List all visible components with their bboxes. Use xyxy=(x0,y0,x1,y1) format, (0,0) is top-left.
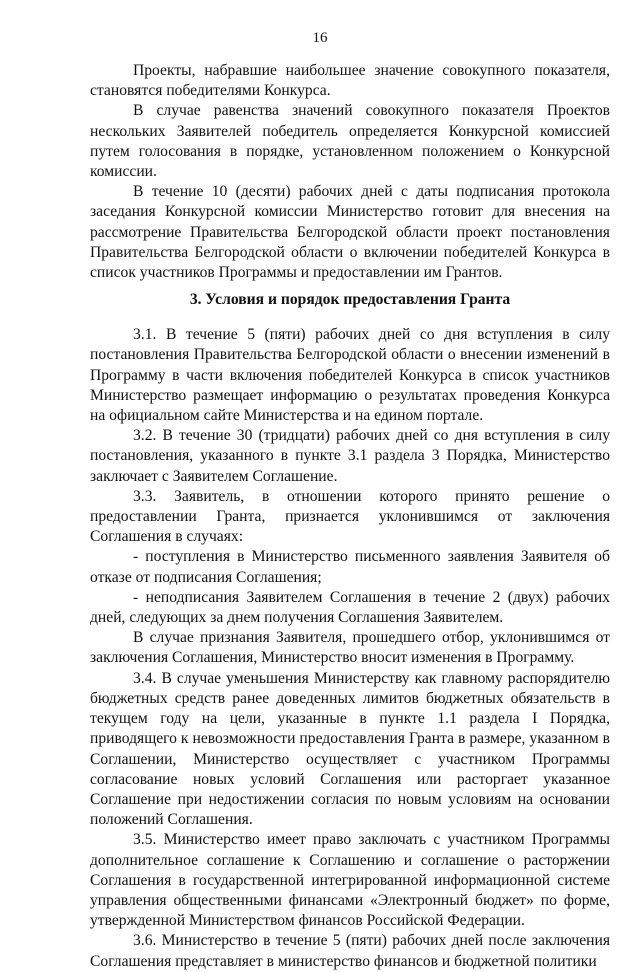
clause-3-5: 3.5. Министерство имеет право заключать с участником Программы дополнительное соглашение к Соглашению и соглашение о расторжении Соглашения в государственной интегрированной информационной системе управления общественными финансами «Электронный бюджет» по форме, утвержденной Министерством финансов Российской Федерации. xyxy=(90,831,610,930)
paragraph-tie-vote: В случае равенства значений совокупного показателя Проектов нескольких Заявителей победитель определяется Конкурсной комиссией путем голосования в порядке, установленном положением о Конкурсной комиссии. xyxy=(90,102,610,181)
clause-3-1: 3.1. В течение 5 (пяти) рабочих дней со дня вступления в силу постановления Правительства Белгородской области о внесении изменений в Программу в части включения победителей Конкурса в список участников Министерство размещает информацию о результатах проведения Конкурса на официальном сайте Министерства и на едином портале. xyxy=(90,326,610,425)
clause-3-3: 3.3. Заявитель, в отношении которого принято решение о предоставлении Гранта, признается уклонившимся от заключения Соглашения в случаях: xyxy=(90,487,610,546)
clause-3-3-item-not-signed: - неподписания Заявителем Соглашения в течение 2 (двух) рабочих дней, следующих за днем получения Соглашения Заявителем. xyxy=(90,588,610,627)
section-heading: 3. Условия и порядок предоставления Гранта xyxy=(189,291,511,309)
paragraph-protocol-deadline: В течение 10 (десяти) рабочих дней с даты подписания протокола заседания Конкурсной комиссии Министерство готовит для внесения на рассмотрение Правительства Белгородской области проект постановления Правительства Белгородской области о включении победителей Конкурса в список участников Программы и предоставлении им Грантов. xyxy=(90,183,610,282)
clause-3-6: 3.6. Министерство в течение 5 (пяти) рабочих дней после заключения Соглашения представляет в министерство финансов и бюджетной политики xyxy=(90,932,610,970)
document-body xyxy=(90,61,610,972)
clause-3-4: 3.4. В случае уменьшения Министерству как главному распорядителю бюджетных средств ранее доведенных лимитов бюджетных обязательств в текущем году на цели, указанные в пункте 1.1 раздела I Порядка, приводящего к невозможности предоставления Гранта в размере, указанном в Соглашении, Министерство осуществляет с участником Программы согласование новых условий Соглашения или расторгает указанное Соглашение при недостижении согласия по новым условиям на основании положений Соглашения. xyxy=(90,669,610,829)
paragraph-winners: Проекты, набравшие наибольшее значение совокупного показателя, становятся победителями Конкурса. xyxy=(90,62,610,100)
clause-3-3-item-refusal: - поступления в Министерство письменного заявления Заявителя об отказе от подписания Соглашения; xyxy=(90,548,610,586)
clause-3-3-evasion: В случае признания Заявителя, прошедшего отбор, уклонившимся от заключения Соглашения, Министерство вносит изменения в Программу. xyxy=(90,629,610,667)
clause-3-2: 3.2. В течение 30 (тридцати) рабочих дней со дня вступления в силу постановления, указанного в пункте 3.1 раздела 3 Порядка, Министерство заключает с Заявителем Соглашение. xyxy=(90,427,610,485)
page-number: 16 xyxy=(312,30,328,46)
